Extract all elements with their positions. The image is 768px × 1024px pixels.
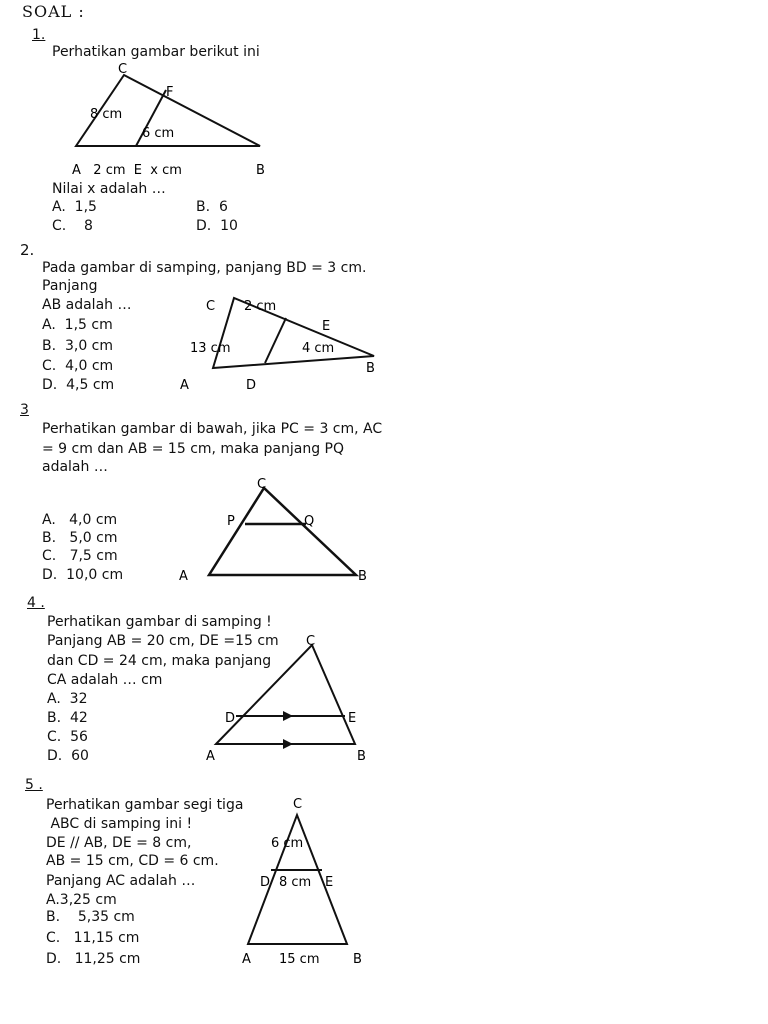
q1-label-c: C: [118, 62, 128, 77]
q3-prompt-line-1: Perhatikan gambar di bawah, jika PC = 3 cm, AC: [42, 421, 383, 437]
q5-label-d: D: [260, 875, 271, 890]
q4-option-c: C. 56: [47, 729, 88, 745]
q4-prompt-line-2: Panjang AB = 20 cm, DE =15 cm: [47, 633, 279, 649]
question-number-1: 1.: [32, 27, 46, 43]
q2-label-e: E: [322, 319, 331, 334]
q2-option-c: C. 4,0 cm: [42, 358, 114, 374]
q5-label-c: C: [293, 797, 303, 812]
q5-label-a: A: [242, 952, 251, 967]
q4-label-e: E: [348, 711, 357, 726]
q3-option-c: C. 7,5 cm: [42, 548, 118, 564]
q2-option-d: D. 4,5 cm: [42, 377, 115, 393]
q2-prompt-line-1: Pada gambar di samping, panjang BD = 3 cm.: [42, 260, 367, 276]
q5-label-b: B: [353, 952, 362, 967]
q3-label-b: B: [358, 569, 367, 584]
q3-label-a: A: [179, 569, 188, 584]
q4-label-b: B: [357, 749, 366, 764]
question-number-5: 5 .: [25, 777, 43, 793]
q3-label-q: Q: [304, 514, 315, 529]
q1-label-f: F: [166, 85, 174, 100]
q4-option-a: A. 32: [47, 691, 88, 707]
q2-option-b: B. 3,0 cm: [42, 338, 114, 354]
q1-option-a: A. 1,5: [52, 199, 97, 215]
question-number-2: 2.: [20, 241, 35, 259]
q5-option-d: D. 11,25 cm: [46, 951, 141, 967]
q5-prompt-line-2: ABC di samping ini !: [46, 816, 193, 832]
q1-prompt: Perhatikan gambar berikut ini: [52, 44, 260, 60]
q1-option-b: B. 6: [196, 199, 228, 215]
q1-label-ef: 6 cm: [142, 126, 175, 141]
q3-label-p: P: [227, 514, 235, 529]
q5-prompt-line-1: Perhatikan gambar segi tiga: [46, 797, 244, 813]
q4-prompt-line-3: dan CD = 24 cm, maka panjang: [47, 653, 272, 669]
q5-option-a: A.3,25 cm: [46, 892, 117, 908]
q2-label-b: B: [366, 361, 375, 376]
q2-label-a: A: [180, 378, 189, 393]
q4-label-d: D: [225, 711, 236, 726]
page-heading: SOAL :: [22, 2, 85, 21]
q1-question: Nilai x adalah …: [52, 181, 166, 197]
q1-option-d: D. 10: [196, 218, 238, 234]
q2-option-a: A. 1,5 cm: [42, 317, 113, 333]
q5-label-cd: 6 cm: [271, 836, 304, 851]
q2-label-top: 2 cm: [244, 299, 277, 314]
q1-label-ac: 8 cm: [90, 107, 123, 122]
q5-label-de: 8 cm: [279, 875, 312, 890]
q2-label-right: 4 cm: [302, 341, 335, 356]
q4-option-d: D. 60: [47, 748, 89, 764]
q3-prompt-line-2: = 9 cm dan AB = 15 cm, maka panjang PQ: [42, 441, 345, 457]
q1-label-base: A 2 cm E x cm: [72, 163, 182, 178]
q1-label-b: B: [256, 163, 265, 178]
q4-prompt-line-1: Perhatikan gambar di samping !: [47, 614, 272, 630]
q3-label-c: C: [257, 477, 267, 492]
q5-prompt-line-4: AB = 15 cm, CD = 6 cm.: [46, 853, 219, 869]
q4-label-a: A: [206, 749, 215, 764]
q3-option-d: D. 10,0 cm: [42, 567, 124, 583]
q4-option-b: B. 42: [47, 710, 88, 726]
q2-label-c: C: [206, 299, 216, 314]
q1-option-c: C. 8: [52, 218, 93, 234]
q4-prompt-line-4: CA adalah … cm: [47, 672, 163, 688]
question-number-4: 4 .: [27, 595, 45, 611]
q3-option-a: A. 4,0 cm: [42, 512, 118, 528]
q5-option-c: C. 11,15 cm: [46, 930, 140, 946]
q2-label-left: 13 cm: [190, 341, 231, 356]
q3-option-b: B. 5,0 cm: [42, 530, 118, 546]
q5-prompt-line-3: DE // AB, DE = 8 cm,: [46, 835, 192, 851]
q4-label-c: C: [306, 634, 316, 649]
q5-label-ab: 15 cm: [279, 952, 320, 967]
q2-label-d: D: [246, 378, 257, 393]
q5-option-b: B. 5,35 cm: [46, 909, 135, 925]
question-number-3: 3: [20, 402, 29, 418]
q5-label-e: E: [325, 875, 334, 890]
q5-prompt-line-5: Panjang AC adalah …: [46, 873, 196, 889]
q2-prompt-line-2: Panjang: [42, 278, 98, 294]
q2-prompt-line-3: AB adalah …: [42, 297, 132, 313]
q3-prompt-line-3: adalah …: [42, 459, 108, 475]
